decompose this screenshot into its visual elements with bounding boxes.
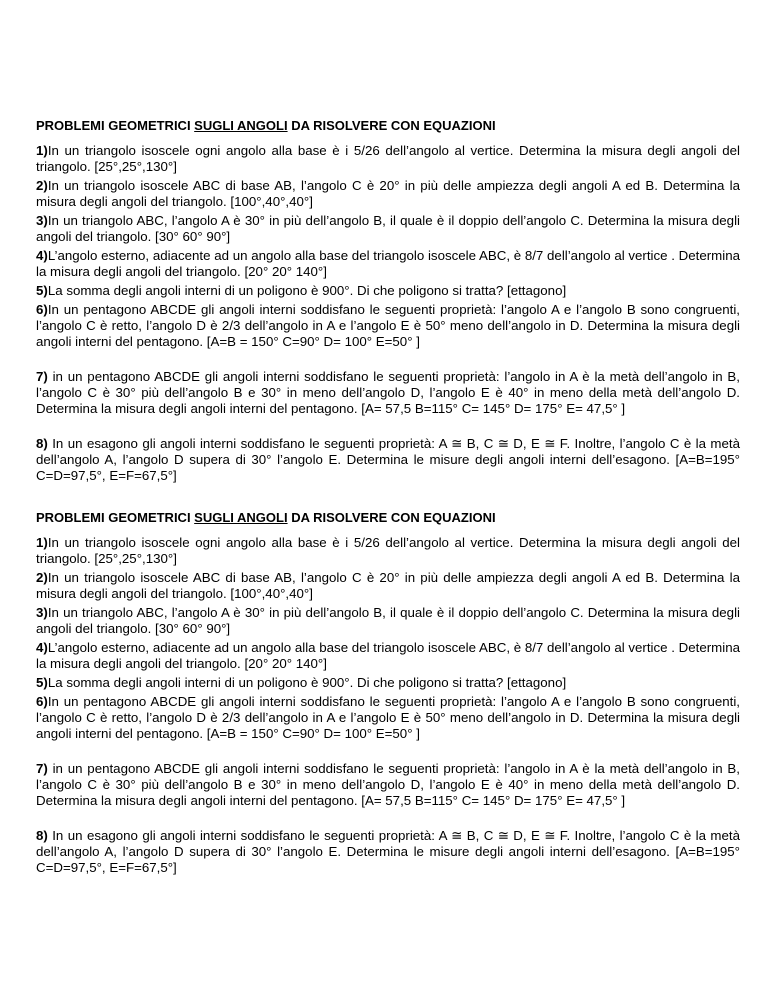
problem-8 [36,828,740,877]
problem-answer: [100°,40°,40°] [230,586,313,602]
problem-number: 6) [36,302,48,317]
problem-number: 7) [36,369,48,384]
problem-number: 2) [36,570,48,585]
problem-number: 8) [36,828,48,843]
problem-number: 1) [36,143,48,158]
problem-6 [36,302,740,351]
title-text: DA RISOLVERE CON EQUAZIONI [287,510,496,525]
problem-1 [36,143,740,175]
section-title [36,118,740,134]
title-underlined: SUGLI ANGOLI [194,510,288,525]
problem-6 [36,694,740,743]
problem-1 [36,535,740,567]
problem-answer: [20° 20° 140°] [244,656,327,672]
problem-answer: [A=B=195° C=D=97,5°, E=F=67,5°] [36,844,740,876]
problem-text: In un triangolo isoscele ogni angolo alla base è i 5/26 dell’angolo al vertice. Determina la misura degli angoli del triangolo. [36,535,740,567]
problem-text: La somma degli angoli interni di un poligono è 900°. Di che poligono si tratta? [47,283,504,298]
problem-answer: [A=B = 150° C=90° D= 100° E=50° ] [206,726,420,742]
problem-number: 5) [36,283,48,298]
problem-2 [36,178,740,210]
problem-answer: [ettagono] [507,283,567,298]
problem-answer: [100°,40°,40°] [230,194,313,210]
title-text: DA RISOLVERE CON EQUAZIONI [287,118,496,133]
problem-text: In un triangolo ABC, l’angolo A è 30° in più dell’angolo B, il quale è il doppio dell’angolo C. Determina la misura degli angoli del triangolo. [36,605,740,637]
problem-7 [36,369,740,418]
problem-answer: [30° 60° 90°] [155,229,231,245]
problem-4 [36,248,740,280]
problem-text: La somma degli angoli interni di un poligono è 900°. Di che poligono si tratta? [47,675,504,690]
problem-text: in un pentagono ABCDE gli angoli interni soddisfano le seguenti proprietà: l’angolo in A è la metà dell’angolo in B, l’angolo C è 30° più dell’angolo B e 30° in meno dell’angolo D, l’angolo E è 40° in meno della metà dell’angolo D. Determina la misura degli angoli interni del pentagono. [36,369,740,417]
problem-5 [36,283,740,299]
problem-2 [36,570,740,602]
problem-number: 5) [36,675,48,690]
problem-text: In un triangolo isoscele ogni angolo alla base è i 5/26 dell’angolo al vertice. Determina la misura degli angoli del triangolo. [36,143,740,175]
problem-answer: [25°,25°,130°] [94,551,177,567]
problem-text: In un triangolo isoscele ABC di base AB, l’angolo C è 20° in più delle ampiezza degli angoli A ed B. Determina la misura degli angoli del triangolo. [36,570,740,602]
problem-number: 8) [36,436,48,451]
problem-text: L’angolo esterno, adiacente ad un angolo alla base del triangolo isoscele ABC, è 8/7 dell’angolo al vertice . Determina la misura degli angoli del triangolo. [36,640,740,672]
title-text: PROBLEMI GEOMETRICI [36,510,195,525]
problem-text: In un pentagono ABCDE gli angoli interni soddisfano le seguenti proprietà: l’angolo A e l’angolo B sono congruenti, l’angolo C è retto, l’angolo D è 2/3 dell’angolo in A e l’angolo E è 50° meno dell’angolo in D. Determina la misura degli angoli interni del pentagono. [36,694,740,742]
problem-text: In un triangolo ABC, l’angolo A è 30° in più dell’angolo B, il quale è il doppio dell’angolo C. Determina la misura degli angoli del triangolo. [36,213,740,245]
problem-number: 6) [36,694,48,709]
problem-text: L’angolo esterno, adiacente ad un angolo alla base del triangolo isoscele ABC, è 8/7 dell’angolo al vertice . Determina la misura degli angoli del triangolo. [36,248,740,280]
problem-4 [36,640,740,672]
problem-number: 4) [36,640,48,655]
problem-text: in un pentagono ABCDE gli angoli interni soddisfano le seguenti proprietà: l’angolo in A è la metà dell’angolo in B, l’angolo C è 30° più dell’angolo B e 30° in meno dell’angolo D, l’angolo E è 40° in meno della metà dell’angolo D. Determina la misura degli angoli interni del pentagono. [36,761,740,809]
problem-text: In un esagono gli angoli interni soddisfano le seguenti proprietà: A ≅ B, C ≅ D, E ≅ F. Inoltre, l’angolo C è la metà dell’angolo A, l’angolo D supera di 30° l’angolo E. Determina le misure degli angoli interni dell’esagono. [36,828,740,860]
title-underlined: SUGLI ANGOLI [194,118,288,133]
problem-answer: [A=B=195° C=D=97,5°, E=F=67,5°] [36,452,740,484]
problem-answer: [30° 60° 90°] [155,621,231,637]
problem-number: 3) [36,213,48,228]
problem-answer: [ettagono] [507,675,567,690]
problem-answer: [A= 57,5 B=115° C= 145° D= 175° E= 47,5° ] [361,401,626,417]
problem-text: In un triangolo isoscele ABC di base AB, l’angolo C è 20° in più delle ampiezza degli angoli A ed B. Determina la misura degli angoli del triangolo. [36,178,740,210]
problem-5 [36,675,740,691]
problem-3 [36,213,740,245]
problem-answer: [A= 57,5 B=115° C= 145° D= 175° E= 47,5° ] [361,793,626,809]
problem-text: In un esagono gli angoli interni soddisfano le seguenti proprietà: A ≅ B, C ≅ D, E ≅ F. Inoltre, l’angolo C è la metà dell’angolo A, l’angolo D supera di 30° l’angolo E. Determina le misure degli angoli interni dell’esagono. [36,436,740,468]
problem-7 [36,761,740,810]
problem-number: 3) [36,605,48,620]
problem-8 [36,436,740,485]
section-title [36,510,740,526]
problem-text: In un pentagono ABCDE gli angoli interni soddisfano le seguenti proprietà: l’angolo A e l’angolo B sono congruenti, l’angolo C è retto, l’angolo D è 2/3 dell’angolo in A e l’angolo E è 50° meno dell’angolo in D. Determina la misura degli angoli interni del pentagono. [36,302,740,350]
problem-answer: [25°,25°,130°] [94,159,177,175]
problem-number: 2) [36,178,48,193]
problem-number: 4) [36,248,48,263]
problem-number: 7) [36,761,48,776]
title-text: PROBLEMI GEOMETRICI [36,118,195,133]
problem-number: 1) [36,535,48,550]
problem-answer: [A=B = 150° C=90° D= 100° E=50° ] [206,334,420,350]
problem-answer: [20° 20° 140°] [244,264,327,280]
problem-3 [36,605,740,637]
